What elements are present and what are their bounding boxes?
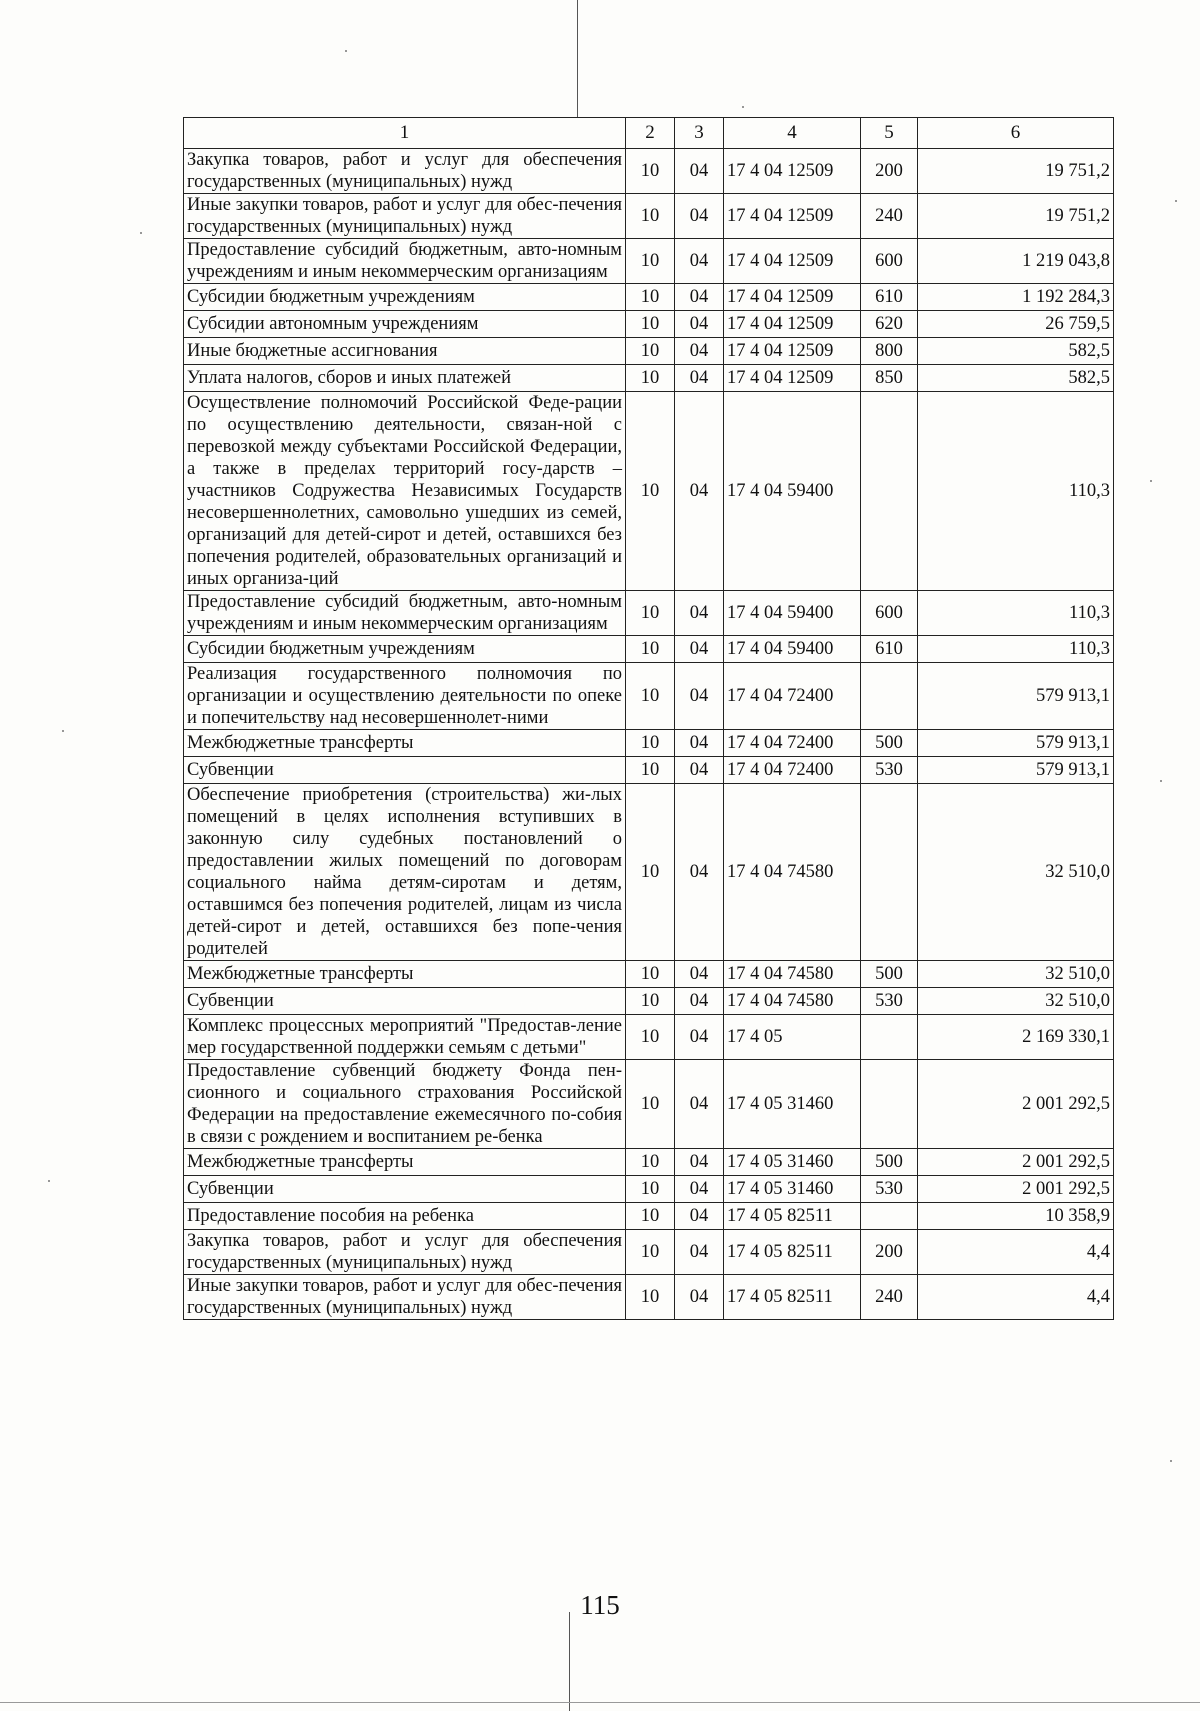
cell-subsection: 04 — [675, 591, 724, 636]
cell-section: 10 — [626, 757, 675, 784]
cell-expense-type: 530 — [861, 757, 918, 784]
cell-amount: 1 192 284,3 — [918, 284, 1114, 311]
table-row — [184, 338, 1114, 365]
cell-expense-type: 530 — [861, 1176, 918, 1203]
table-row — [184, 1149, 1114, 1176]
cell-expense-type: 600 — [861, 591, 918, 636]
column-header-target: 4 — [724, 118, 861, 149]
cell-amount: 579 913,1 — [918, 730, 1114, 757]
cell-name: Иные закупки товаров, работ и услуг для обес-печения государственных (муниципальных) нужд — [184, 194, 626, 239]
cell-name: Межбюджетные трансферты — [184, 730, 626, 757]
cell-amount: 110,3 — [918, 636, 1114, 663]
page-number: 115 — [580, 1590, 620, 1620]
cell-expense-type — [861, 784, 918, 961]
cell-expense-type: 500 — [861, 961, 918, 988]
cell-amount: 4,4 — [918, 1230, 1114, 1275]
cell-target: 17 4 04 74580 — [724, 784, 861, 961]
cell-target: 17 4 05 82511 — [724, 1203, 861, 1230]
scan-speck — [1150, 480, 1152, 482]
scan-speck — [140, 232, 142, 234]
cell-subsection: 04 — [675, 194, 724, 239]
table-row — [184, 392, 1114, 591]
cell-name: Закупка товаров, работ и услуг для обеспечения государственных (муниципальных) нужд — [184, 149, 626, 194]
cell-amount: 19 751,2 — [918, 149, 1114, 194]
cell-name: Закупка товаров, работ и услуг для обеспечения государственных (муниципальных) нужд — [184, 1230, 626, 1275]
cell-amount: 110,3 — [918, 591, 1114, 636]
cell-name: Межбюджетные трансферты — [184, 961, 626, 988]
cell-target: 17 4 04 59400 — [724, 392, 861, 591]
scan-artifact-line — [569, 1612, 570, 1711]
cell-target: 17 4 04 72400 — [724, 757, 861, 784]
cell-target: 17 4 05 31460 — [724, 1149, 861, 1176]
scan-speck — [1160, 780, 1162, 782]
cell-name: Реализация государственного полномочия по организации и осуществлению деятельности по опеке и попечительству над несовершеннолет-ними — [184, 663, 626, 730]
table-row — [184, 784, 1114, 961]
cell-subsection: 04 — [675, 988, 724, 1015]
cell-section: 10 — [626, 149, 675, 194]
cell-section: 10 — [626, 1015, 675, 1060]
table-row — [184, 1015, 1114, 1060]
cell-subsection: 04 — [675, 239, 724, 284]
cell-subsection: 04 — [675, 757, 724, 784]
cell-subsection: 04 — [675, 365, 724, 392]
cell-target: 17 4 04 74580 — [724, 988, 861, 1015]
scan-speck — [345, 50, 347, 52]
table-row — [184, 988, 1114, 1015]
cell-section: 10 — [626, 1230, 675, 1275]
cell-expense-type: 620 — [861, 311, 918, 338]
cell-target: 17 4 04 12509 — [724, 365, 861, 392]
table-row — [184, 284, 1114, 311]
cell-section: 10 — [626, 239, 675, 284]
cell-target: 17 4 04 74580 — [724, 961, 861, 988]
column-header-expense-type: 5 — [861, 118, 918, 149]
cell-name: Предоставление субсидий бюджетным, авто-номным учреждениям и иным некоммерческим организациям — [184, 239, 626, 284]
cell-amount: 32 510,0 — [918, 961, 1114, 988]
cell-expense-type: 850 — [861, 365, 918, 392]
cell-target: 17 4 05 — [724, 1015, 861, 1060]
table-row — [184, 311, 1114, 338]
table-row — [184, 730, 1114, 757]
table-row — [184, 365, 1114, 392]
table-row — [184, 1203, 1114, 1230]
cell-section: 10 — [626, 784, 675, 961]
cell-section: 10 — [626, 636, 675, 663]
cell-amount: 2 169 330,1 — [918, 1015, 1114, 1060]
cell-section: 10 — [626, 1176, 675, 1203]
cell-amount: 110,3 — [918, 392, 1114, 591]
scan-speck — [1175, 200, 1177, 202]
cell-expense-type — [861, 1060, 918, 1149]
cell-amount: 2 001 292,5 — [918, 1060, 1114, 1149]
table-row — [184, 149, 1114, 194]
cell-section: 10 — [626, 663, 675, 730]
cell-section: 10 — [626, 1275, 675, 1320]
cell-target: 17 4 05 31460 — [724, 1060, 861, 1149]
cell-target: 17 4 04 72400 — [724, 663, 861, 730]
cell-name: Субсидии бюджетным учреждениям — [184, 636, 626, 663]
cell-subsection: 04 — [675, 311, 724, 338]
cell-name: Иные закупки товаров, работ и услуг для обес-печения государственных (муниципальных) нужд — [184, 1275, 626, 1320]
cell-subsection: 04 — [675, 392, 724, 591]
cell-name: Осуществление полномочий Российской Феде-рации по осуществлению деятельности, связан-ной с перевозкой между субъектами Российской Федерации, а также в пределах территорий госу-дарств – участников Содружества Независимых Государств несовершеннолетних, самовольно ушедших из семей, организаций для детей-сирот и детей, оставшихся без попечения родителей, образовательных организаций и иных организа-ций — [184, 392, 626, 591]
cell-amount: 2 001 292,5 — [918, 1149, 1114, 1176]
table-row — [184, 591, 1114, 636]
table-row — [184, 663, 1114, 730]
cell-amount: 2 001 292,5 — [918, 1176, 1114, 1203]
column-header-section: 2 — [626, 118, 675, 149]
cell-expense-type: 240 — [861, 1275, 918, 1320]
cell-amount: 19 751,2 — [918, 194, 1114, 239]
cell-name: Предоставление субвенций бюджету Фонда пен-сионного и социального страхования Российской Федерации на предоставление ежемесячного по-собия в связи с рождением и воспитанием ре-бенка — [184, 1060, 626, 1149]
cell-expense-type: 500 — [861, 1149, 918, 1176]
cell-name: Комплекс процессных мероприятий "Предостав-ление мер государственной поддержки семьям с детьми" — [184, 1015, 626, 1060]
cell-section: 10 — [626, 988, 675, 1015]
cell-subsection: 04 — [675, 730, 724, 757]
cell-amount: 582,5 — [918, 365, 1114, 392]
cell-expense-type — [861, 1203, 918, 1230]
cell-expense-type: 200 — [861, 149, 918, 194]
column-header-subsection: 3 — [675, 118, 724, 149]
cell-amount: 582,5 — [918, 338, 1114, 365]
cell-name: Предоставление субсидий бюджетным, авто-номным учреждениям и иным некоммерческим организациям — [184, 591, 626, 636]
cell-section: 10 — [626, 730, 675, 757]
cell-subsection: 04 — [675, 1203, 724, 1230]
cell-name: Иные бюджетные ассигнования — [184, 338, 626, 365]
cell-section: 10 — [626, 365, 675, 392]
cell-subsection: 04 — [675, 1176, 724, 1203]
scan-speck — [742, 106, 744, 108]
cell-target: 17 4 04 59400 — [724, 636, 861, 663]
cell-amount: 579 913,1 — [918, 663, 1114, 730]
cell-amount: 32 510,0 — [918, 784, 1114, 961]
table-row — [184, 1230, 1114, 1275]
cell-name: Предоставление пособия на ребенка — [184, 1203, 626, 1230]
table-row — [184, 1176, 1114, 1203]
cell-subsection: 04 — [675, 1230, 724, 1275]
cell-subsection: 04 — [675, 338, 724, 365]
cell-amount: 10 358,9 — [918, 1203, 1114, 1230]
cell-subsection: 04 — [675, 1149, 724, 1176]
cell-target: 17 4 04 12509 — [724, 311, 861, 338]
cell-expense-type: 800 — [861, 338, 918, 365]
cell-name: Субвенции — [184, 988, 626, 1015]
cell-target: 17 4 04 12509 — [724, 149, 861, 194]
cell-expense-type: 610 — [861, 636, 918, 663]
cell-name: Уплата налогов, сборов и иных платежей — [184, 365, 626, 392]
table-row — [184, 194, 1114, 239]
cell-subsection: 04 — [675, 149, 724, 194]
cell-expense-type: 240 — [861, 194, 918, 239]
cell-subsection: 04 — [675, 1015, 724, 1060]
cell-amount: 4,4 — [918, 1275, 1114, 1320]
cell-section: 10 — [626, 1203, 675, 1230]
cell-subsection: 04 — [675, 636, 724, 663]
cell-name: Субвенции — [184, 757, 626, 784]
cell-name: Обеспечение приобретения (строительства) жи-лых помещений в целях исполнения вступивших в законную силу судебных постановлений о предоставлении жилых помещений по договорам социального найма детям-сиротам и детям, оставшимся без попечения родителей, лицам из числа детей-сирот и детей, оставшихся без попе-чения родителей — [184, 784, 626, 961]
table-row — [184, 1275, 1114, 1320]
cell-expense-type: 530 — [861, 988, 918, 1015]
cell-amount: 1 219 043,8 — [918, 239, 1114, 284]
cell-amount: 32 510,0 — [918, 988, 1114, 1015]
scan-speck — [62, 730, 64, 732]
cell-section: 10 — [626, 392, 675, 591]
column-header-name: 1 — [184, 118, 626, 149]
column-header-amount: 6 — [918, 118, 1114, 149]
cell-expense-type — [861, 1015, 918, 1060]
table-row — [184, 1060, 1114, 1149]
cell-subsection: 04 — [675, 663, 724, 730]
cell-target: 17 4 04 72400 — [724, 730, 861, 757]
cell-target: 17 4 04 12509 — [724, 284, 861, 311]
cell-section: 10 — [626, 961, 675, 988]
cell-section: 10 — [626, 194, 675, 239]
cell-expense-type — [861, 663, 918, 730]
scan-artifact-line — [0, 1702, 1200, 1703]
cell-expense-type — [861, 392, 918, 591]
cell-section: 10 — [626, 591, 675, 636]
cell-section: 10 — [626, 284, 675, 311]
table-row — [184, 636, 1114, 663]
cell-name: Субвенции — [184, 1176, 626, 1203]
cell-name: Межбюджетные трансферты — [184, 1149, 626, 1176]
table-row — [184, 757, 1114, 784]
cell-amount: 26 759,5 — [918, 311, 1114, 338]
budget-allocation-table — [183, 117, 1114, 1320]
cell-target: 17 4 05 82511 — [724, 1275, 861, 1320]
scan-speck — [1170, 1460, 1172, 1462]
scan-speck — [48, 1180, 50, 1182]
table-row — [184, 961, 1114, 988]
cell-target: 17 4 04 12509 — [724, 194, 861, 239]
cell-subsection: 04 — [675, 1275, 724, 1320]
cell-subsection: 04 — [675, 961, 724, 988]
scan-artifact-line — [577, 0, 578, 118]
cell-subsection: 04 — [675, 784, 724, 961]
cell-expense-type: 600 — [861, 239, 918, 284]
cell-expense-type: 610 — [861, 284, 918, 311]
cell-target: 17 4 04 12509 — [724, 239, 861, 284]
cell-section: 10 — [626, 338, 675, 365]
cell-expense-type: 500 — [861, 730, 918, 757]
cell-section: 10 — [626, 1060, 675, 1149]
cell-section: 10 — [626, 1149, 675, 1176]
cell-subsection: 04 — [675, 1060, 724, 1149]
table-row — [184, 239, 1114, 284]
cell-expense-type: 200 — [861, 1230, 918, 1275]
cell-target: 17 4 04 12509 — [724, 338, 861, 365]
cell-target: 17 4 05 31460 — [724, 1176, 861, 1203]
cell-target: 17 4 04 59400 — [724, 591, 861, 636]
cell-name: Субсидии бюджетным учреждениям — [184, 284, 626, 311]
cell-subsection: 04 — [675, 284, 724, 311]
cell-name: Субсидии автономным учреждениям — [184, 311, 626, 338]
table-header-row — [184, 118, 1114, 149]
cell-target: 17 4 05 82511 — [724, 1230, 861, 1275]
cell-section: 10 — [626, 311, 675, 338]
cell-amount: 579 913,1 — [918, 757, 1114, 784]
